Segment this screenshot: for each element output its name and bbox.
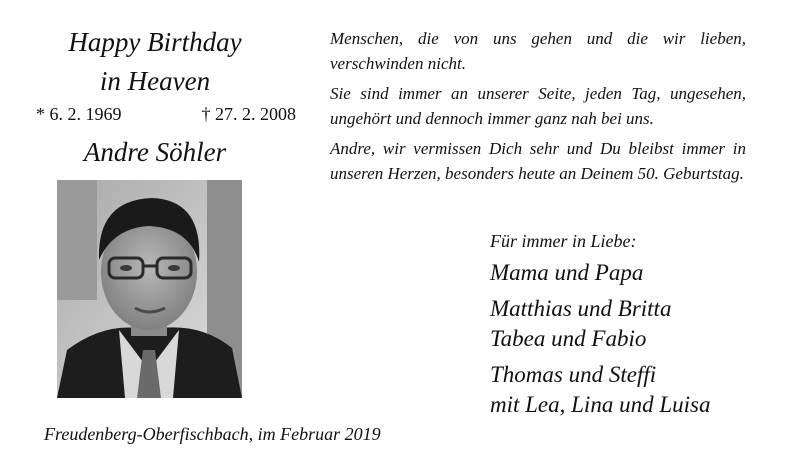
paragraph-1: Menschen, die von uns gehen und die wir lieben, verschwinden nicht. bbox=[330, 29, 746, 73]
birth-date: * 6. 2. 1969 bbox=[36, 104, 122, 124]
title-happy-birthday: Happy Birthday bbox=[68, 27, 242, 57]
signature-siblings-1: Matthias und Britta bbox=[490, 296, 672, 321]
paragraph-3: Andre, wir vermissen Dich sehr und Du bleibst immer in unseren Herzen, besonders heute an Deinem 50. Geburtstag. bbox=[330, 139, 746, 183]
signature-siblings-1-children: Tabea und Fabio bbox=[490, 326, 647, 351]
signature-parents: Mama und Papa bbox=[490, 260, 644, 285]
place-and-date: Freudenberg-Oberfischbach, im Februar 2019 bbox=[44, 424, 381, 444]
memorial-text bbox=[330, 26, 746, 191]
signature-siblings-2-children: mit Lea, Lina und Luisa bbox=[490, 392, 711, 417]
title-in-heaven: in Heaven bbox=[99, 66, 211, 96]
signature-lead: Für immer in Liebe: bbox=[490, 231, 637, 251]
signature-block bbox=[490, 228, 710, 420]
deceased-name: Andre Söhler bbox=[83, 137, 227, 167]
paragraph-2: Sie sind immer an unserer Seite, jeden Tag, ungesehen, ungehört und dennoch immer ganz nah bei uns. bbox=[330, 84, 746, 128]
signature-siblings-2: Thomas und Steffi bbox=[490, 362, 657, 387]
portrait-image bbox=[57, 180, 242, 398]
death-date: † 27. 2. 2008 bbox=[201, 104, 296, 124]
portrait-photo bbox=[57, 180, 242, 398]
life-dates bbox=[36, 104, 296, 125]
